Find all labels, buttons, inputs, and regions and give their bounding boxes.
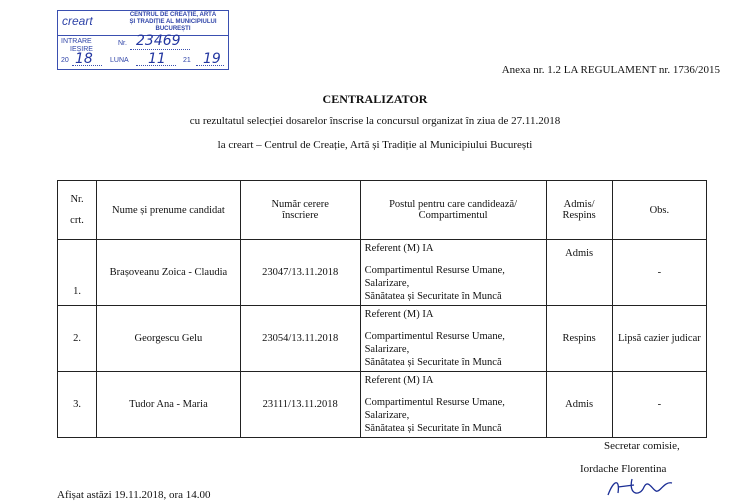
- stamp-brand: creart: [62, 14, 93, 28]
- header-admis: [546, 181, 612, 240]
- stamp-year-value: 18: [75, 51, 93, 67]
- row-post-dept: Compartimentul Resurse Umane, Salarizare,: [364, 397, 505, 421]
- row-post-dept: Sănătatea și Securitate în Muncă: [364, 357, 502, 368]
- row-nr: 2.: [58, 306, 97, 372]
- header-post-line: Compartimentul: [418, 210, 488, 221]
- row-post-dept: Sănătatea și Securitate în Muncă: [364, 423, 502, 434]
- header-post-line: Postul pentru care candidează/: [389, 199, 518, 210]
- table-row: [58, 240, 707, 306]
- stamp-intrare-label: INTRARE: [61, 38, 92, 45]
- stamp-institution-line: ȘI TRADIȚIE AL MUNICIPIULUI: [129, 19, 217, 25]
- row-post-title: Referent (M) IA: [364, 309, 434, 320]
- posted-note: Afișat astăzi 19.11.2018, ora 14.00: [57, 489, 211, 501]
- row-post-dept: Compartimentul Resurse Umane, Salarizare,: [364, 265, 505, 289]
- header-obs: Obs.: [612, 181, 706, 240]
- row-numar: 23111/13.11.2018: [240, 372, 360, 438]
- stamp-year-line: [72, 65, 102, 66]
- stamp-nr-label: Nr.: [118, 40, 127, 47]
- row-nr: 3.: [58, 372, 97, 438]
- stamp-institution: [118, 12, 228, 33]
- registration-stamp: [57, 10, 229, 70]
- stamp-iesire-label: IEȘIRE: [70, 46, 93, 53]
- row-obs: -: [612, 240, 706, 306]
- stamp-luna-line: [136, 65, 176, 66]
- header-numar-line: înscriere: [282, 210, 319, 221]
- row-numar: 23047/13.11.2018: [240, 240, 360, 306]
- header-admis-line: Respins: [562, 210, 596, 221]
- row-post: [360, 240, 546, 306]
- table-row: [58, 306, 707, 372]
- stamp-institution-line: BUCUREȘTI: [155, 26, 191, 32]
- row-obs: -: [612, 372, 706, 438]
- row-name: Tudor Ana - Maria: [97, 372, 241, 438]
- row-status: Respins: [546, 306, 612, 372]
- row-numar: 23054/13.11.2018: [240, 306, 360, 372]
- institution-line: la creart – Centrul de Creație, Artă și Tradiție al Municipiului București: [217, 139, 533, 151]
- stamp-day-line: [196, 65, 224, 66]
- header-numar: [240, 181, 360, 240]
- stamp-nr-value: 23469: [136, 33, 181, 49]
- row-status: Admis: [546, 372, 612, 438]
- row-post: [360, 306, 546, 372]
- table-header-row: [58, 181, 707, 240]
- stamp-day-value: 19: [203, 51, 221, 67]
- document-title: CENTRALIZATOR: [322, 92, 428, 106]
- header-nr-line: crt.: [70, 215, 84, 226]
- row-post-dept: Sănătatea și Securitate în Muncă: [364, 291, 502, 302]
- header-post: [360, 181, 546, 240]
- row-status: Admis: [546, 240, 612, 306]
- results-table: [57, 180, 707, 438]
- stamp-luna-value: 11: [148, 51, 166, 67]
- row-obs: Lipsă cazier judicar: [612, 306, 706, 372]
- row-post-title: Referent (M) IA: [364, 243, 434, 254]
- stamp-luna-label: LUNA: [110, 57, 129, 64]
- header-name: Nume și prenume candidat: [97, 181, 241, 240]
- stamp-day-prefix: 21: [183, 57, 191, 64]
- table-row: [58, 372, 707, 438]
- secretary-name: Iordache Florentina: [580, 463, 667, 475]
- header-numar-line: Număr cerere: [271, 199, 329, 210]
- header-admis-line: Admis/: [563, 199, 595, 210]
- row-post: [360, 372, 546, 438]
- header-nr-line: Nr.: [70, 194, 84, 205]
- row-post-dept: Compartimentul Resurse Umane, Salarizare,: [364, 331, 505, 355]
- row-name: Brașoveanu Zoica - Claudia: [97, 240, 241, 306]
- stamp-nr-line: [130, 49, 190, 50]
- annex-reference: Anexa nr. 1.2 LA REGULAMENT nr. 1736/2015: [501, 64, 720, 76]
- header-nr: [58, 181, 97, 240]
- row-nr: 1.: [58, 240, 97, 306]
- document-subtitle: cu rezultatul selecției dosarelor înscrise la concursul organizat în ziua de 27.11.2018: [189, 115, 561, 127]
- row-name: Georgescu Gelu: [97, 306, 241, 372]
- stamp-year-prefix: 20: [61, 57, 69, 64]
- secretary-role: Secretar comisie,: [604, 440, 680, 452]
- stamp-institution-line: CENTRUL DE CREAȚIE, ARTĂ: [129, 12, 217, 18]
- row-post-title: Referent (M) IA: [364, 375, 434, 386]
